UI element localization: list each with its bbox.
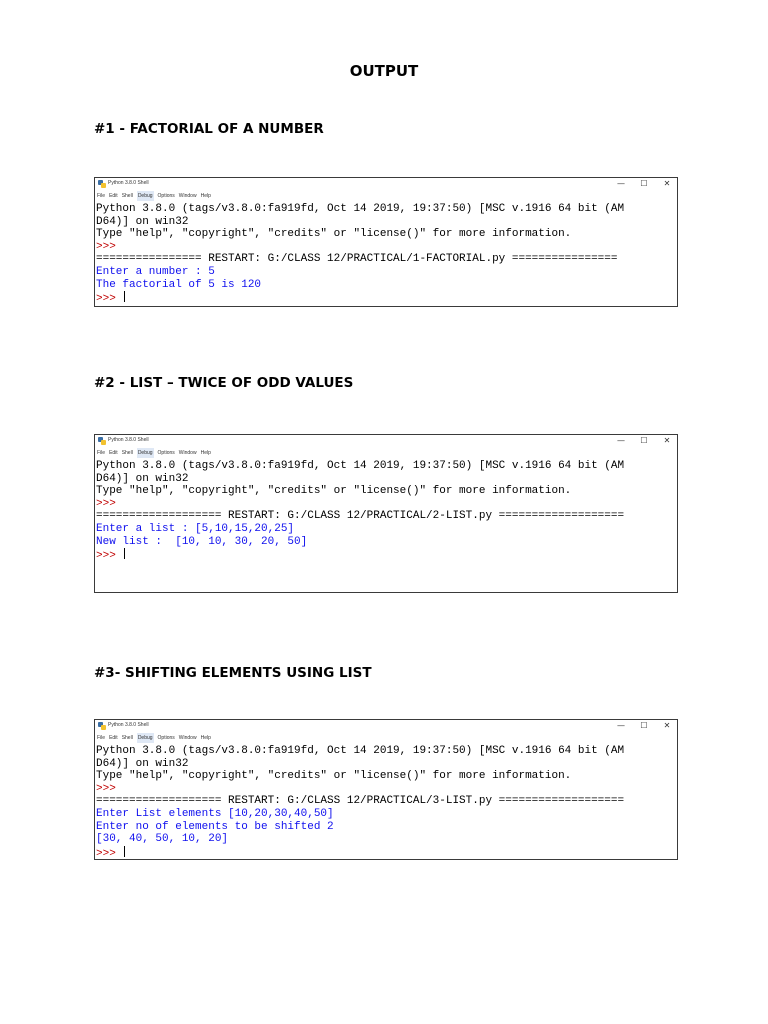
text-cursor xyxy=(124,846,125,857)
console-line: D64)] on win32 xyxy=(96,757,189,770)
text-cursor xyxy=(124,291,125,302)
menu-shell[interactable]: Shell xyxy=(121,193,133,199)
console-line: >>> xyxy=(96,497,116,510)
menu-file[interactable]: File xyxy=(97,450,106,456)
console-line: >>> xyxy=(96,782,116,795)
menu-help[interactable]: Help xyxy=(200,193,211,199)
menu-options[interactable]: Options xyxy=(157,450,175,456)
shell-prompt-line[interactable]: >>> xyxy=(96,548,677,561)
window-title: Python 3.8.0 Shell xyxy=(108,437,149,443)
shell-prompt-line[interactable]: >>> xyxy=(96,846,677,859)
console-line: >>> xyxy=(96,240,116,253)
shell-window-3[interactable] xyxy=(94,719,678,860)
maximize-button[interactable]: ☐ xyxy=(640,721,648,730)
menu-window[interactable]: Window xyxy=(178,193,197,199)
menu-edit[interactable]: Edit xyxy=(109,450,118,456)
console-line: =================== RESTART: G:/CLASS 12/PRACTICAL/3-LIST.py =================== xyxy=(96,795,625,808)
minimize-button[interactable]: — xyxy=(617,179,625,188)
shell-prompt-line[interactable]: >>> xyxy=(96,291,677,304)
window-titlebar[interactable] xyxy=(95,178,677,191)
close-button[interactable]: ✕ xyxy=(663,721,671,730)
maximize-button[interactable]: ☐ xyxy=(640,179,648,188)
console-line: D64)] on win32 xyxy=(96,472,189,485)
menu-window[interactable]: Window xyxy=(178,450,197,456)
console-line: D64)] on win32 xyxy=(96,215,189,228)
menu-help[interactable]: Help xyxy=(200,450,211,456)
page-title: OUTPUT xyxy=(349,62,419,80)
menu-debug[interactable]: Debug xyxy=(137,735,153,741)
shell-console[interactable] xyxy=(95,458,677,561)
console-line: Python 3.8.0 (tags/v3.8.0:fa919fd, Oct 14 2019, 19:37:50) [MSC v.1916 64 bit (AM xyxy=(96,203,625,215)
menubar xyxy=(95,191,677,201)
console-line: Type "help", "copyright", "credits" or "license()" for more information. xyxy=(96,228,572,241)
close-button[interactable]: ✕ xyxy=(663,436,671,445)
maximize-button[interactable]: ☐ xyxy=(640,436,648,445)
console-line: [30, 40, 50, 10, 20] xyxy=(96,833,229,846)
menu-window[interactable]: Window xyxy=(178,735,197,741)
text-cursor xyxy=(124,548,125,559)
console-line: Enter a number : 5 xyxy=(96,265,215,278)
console-line: =================== RESTART: G:/CLASS 12/PRACTICAL/2-LIST.py =================== xyxy=(96,510,625,523)
menu-help[interactable]: Help xyxy=(200,735,211,741)
section-heading-1: #1 - FACTORIAL OF A NUMBER xyxy=(94,121,324,137)
shell-window-2[interactable] xyxy=(94,434,678,593)
menu-edit[interactable]: Edit xyxy=(109,735,118,741)
console-line: New list : [10, 10, 30, 20, 50] xyxy=(96,535,308,548)
window-titlebar[interactable] xyxy=(95,720,677,733)
menu-shell[interactable]: Shell xyxy=(121,450,133,456)
window-title: Python 3.8.0 Shell xyxy=(108,722,149,728)
console-line: Python 3.8.0 (tags/v3.8.0:fa919fd, Oct 14 2019, 19:37:50) [MSC v.1916 64 bit (AM xyxy=(96,745,625,757)
window-title: Python 3.8.0 Shell xyxy=(108,180,149,186)
minimize-button[interactable]: — xyxy=(617,721,625,730)
menu-shell[interactable]: Shell xyxy=(121,735,133,741)
section-heading-2: #2 - LIST – TWICE OF ODD VALUES xyxy=(94,375,354,391)
python-idle-icon xyxy=(98,180,106,188)
console-line: Type "help", "copyright", "credits" or "license()" for more information. xyxy=(96,770,572,783)
window-titlebar[interactable] xyxy=(95,435,677,448)
minimize-button[interactable]: — xyxy=(617,436,625,445)
close-button[interactable]: ✕ xyxy=(663,179,671,188)
menu-options[interactable]: Options xyxy=(157,193,175,199)
console-line: Type "help", "copyright", "credits" or "license()" for more information. xyxy=(96,485,572,498)
shell-window-1[interactable] xyxy=(94,177,678,307)
console-line: Enter a list : [5,10,15,20,25] xyxy=(96,522,295,535)
shell-console[interactable] xyxy=(95,743,677,858)
shell-console[interactable] xyxy=(95,201,677,304)
console-line: Enter List elements [10,20,30,40,50] xyxy=(96,807,334,820)
console-line: ================ RESTART: G:/CLASS 12/PRACTICAL/1-FACTORIAL.py ================ xyxy=(96,253,618,266)
console-line: The factorial of 5 is 120 xyxy=(96,278,262,291)
menubar xyxy=(95,448,677,458)
menu-debug[interactable]: Debug xyxy=(137,450,153,456)
menu-file[interactable]: File xyxy=(97,193,106,199)
console-line: Enter no of elements to be shifted 2 xyxy=(96,820,334,833)
menubar xyxy=(95,733,677,743)
section-heading-3: #3- SHIFTING ELEMENTS USING LIST xyxy=(94,665,372,681)
python-idle-icon xyxy=(98,437,106,445)
menu-options[interactable]: Options xyxy=(157,735,175,741)
menu-edit[interactable]: Edit xyxy=(109,193,118,199)
menu-debug[interactable]: Debug xyxy=(137,193,153,199)
console-line: Python 3.8.0 (tags/v3.8.0:fa919fd, Oct 14 2019, 19:37:50) [MSC v.1916 64 bit (AM xyxy=(96,460,625,472)
python-idle-icon xyxy=(98,722,106,730)
menu-file[interactable]: File xyxy=(97,735,106,741)
